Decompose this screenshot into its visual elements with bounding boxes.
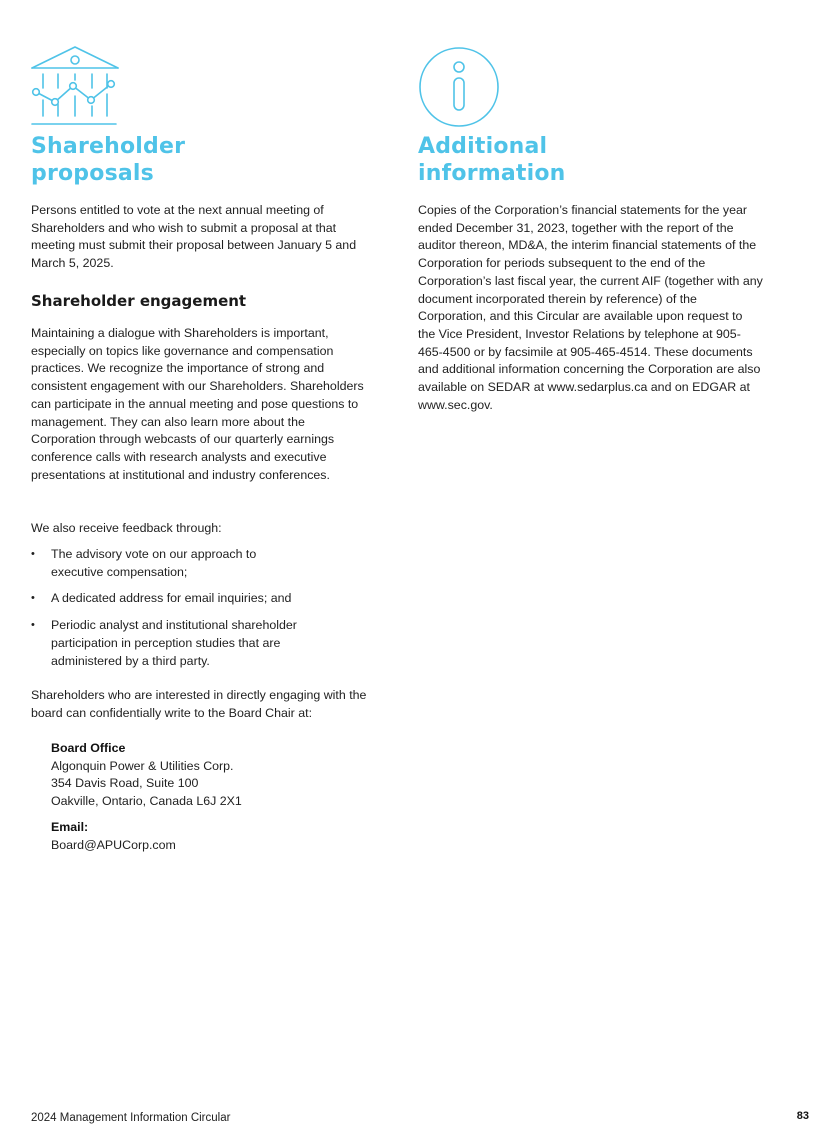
address-line: 354 Davis Road, Suite 100 — [51, 776, 199, 791]
heading-line-2: information — [418, 161, 566, 186]
board-office-label: Board Office — [51, 741, 126, 755]
board-office-address — [51, 740, 242, 811]
shareholder-engagement-subheading: Shareholder engagement — [31, 292, 247, 310]
engagement-paragraph: Maintaining a dialogue with Shareholders is important, especially on topics like governance and compensation practices. We recognize the importance of strong and consistent engagement with our Shareholders. Shareholders can participate in the annual meeting and pose questions to management. They can also learn more about the Corporation through webcasts of our quarterly earnings conference calls with research analysts and executive presentations at institutional and industry conferences. — [31, 326, 364, 482]
additional-information-paragraph: Copies of the Corporation’s financial statements for the year ended December 31, 2023, together with the report of the auditor thereon, MD&A, the interim financial statements of the Corporation for periods subsequent to the end of the Corporation’s last fiscal year, the current AIF (together with any document incorporated therein by reference) of the Corporation, and this Circular are available upon request to the Vice President, Investor Relations by telephone at 905-465-4500 or by facsimile at 905-465-4514. These documents and additional information concerning the Corporation are also available on SEDAR at www.sedarplus.ca and on EDGAR at www.sec.gov. — [418, 203, 763, 412]
feedback-intro: We also receive feedback through: — [31, 521, 222, 535]
bank-chart-icon — [31, 44, 121, 128]
feedback-list — [31, 546, 331, 679]
info-icon — [418, 46, 500, 128]
additional-information-heading — [418, 133, 566, 187]
heading-line-2: proposals — [31, 161, 154, 186]
address-line: Algonquin Power & Utilities Corp. — [51, 758, 234, 773]
email-address[interactable]: Board@APUCorp.com — [51, 837, 176, 852]
proposals-paragraph: Persons entitled to vote at the next annual meeting of Shareholders and who wish to submit a proposal at that meeting must submit their proposal between January 5 and March 5, 2025. — [31, 203, 357, 271]
list-item: • The advisory vote on our approach to executive compensation; — [31, 546, 271, 581]
address-line: Oakville, Ontario, Canada L6J 2X1 — [51, 794, 242, 809]
footer-document-title: 2024 Management Information Circular — [31, 1112, 231, 1124]
heading-line-1: Shareholder — [31, 134, 186, 159]
shareholder-proposals-heading — [31, 133, 185, 187]
list-item: • A dedicated address for email inquiries; and — [31, 590, 331, 608]
contact-intro: Shareholders who are interested in directly engaging with the board can confidentially write to the Board Chair at: — [31, 688, 367, 720]
email-label: Email: — [51, 820, 89, 834]
heading-line-1: Additional — [418, 134, 548, 159]
email-block — [51, 819, 176, 854]
page-number: 83 — [796, 1110, 809, 1122]
list-item: • Periodic analyst and institutional shareholder participation in perception studies that are administered by a third party. — [31, 617, 331, 670]
